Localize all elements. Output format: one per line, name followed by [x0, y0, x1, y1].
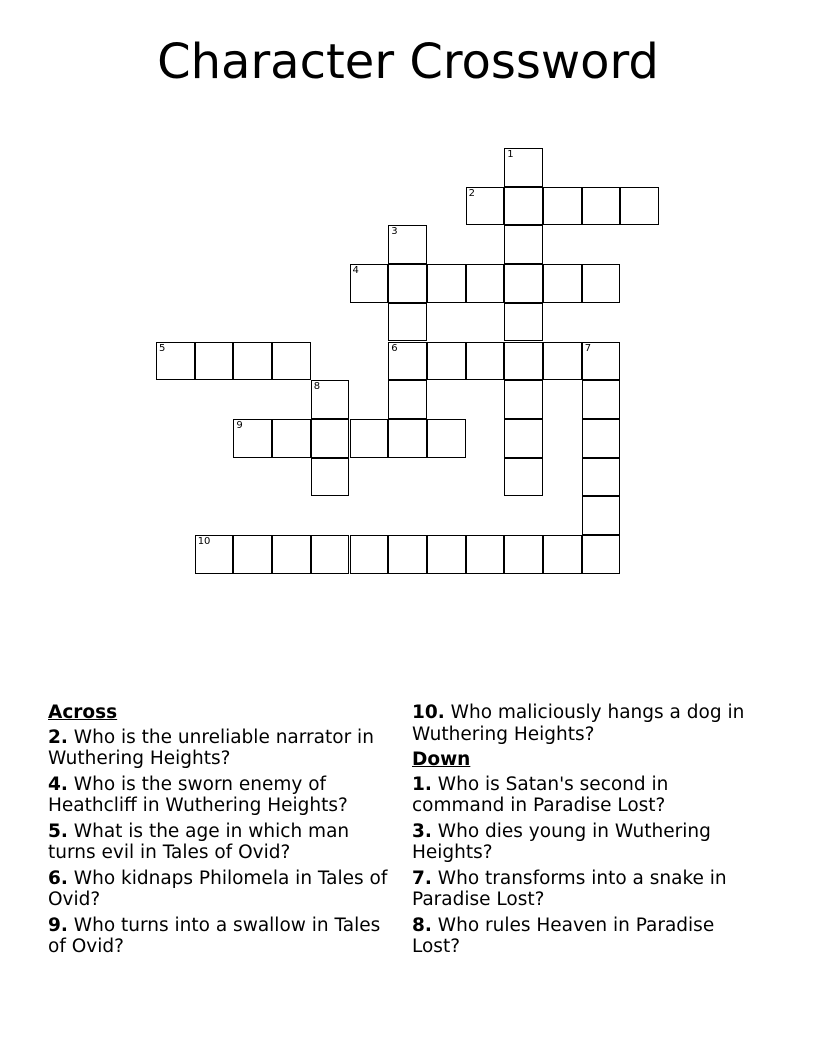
crossword-cell[interactable] — [388, 535, 427, 574]
crossword-cell[interactable] — [504, 225, 543, 264]
crossword-cell[interactable] — [543, 535, 582, 574]
clue-number: 3 — [391, 226, 398, 238]
page-title: Character Crossword — [157, 34, 659, 90]
clue-number: 6 — [391, 342, 398, 354]
crossword-cell[interactable] — [504, 303, 543, 342]
crossword-cell[interactable] — [582, 187, 621, 226]
crossword-cell[interactable] — [233, 535, 272, 574]
clue-number: 10 — [197, 536, 211, 547]
crossword-cell[interactable] — [582, 496, 621, 535]
crossword-cell[interactable] — [427, 342, 466, 381]
crossword-cell[interactable] — [311, 419, 350, 458]
crossword-cell[interactable] — [156, 342, 195, 381]
clue-number: 8 — [313, 381, 321, 393]
clues-right-column — [412, 702, 757, 962]
clues-left-column — [48, 702, 393, 962]
crossword-cell[interactable] — [388, 380, 427, 419]
crossword-cell[interactable] — [582, 380, 621, 419]
crossword-cell[interactable] — [504, 148, 543, 187]
crossword-cell[interactable] — [233, 342, 272, 381]
crossword-cell[interactable] — [504, 187, 543, 226]
clue-number: 2 — [468, 187, 475, 199]
crossword-cell[interactable] — [311, 380, 350, 419]
clue-number: 7 — [584, 342, 592, 354]
clue-down-8: 8. Who rules Heaven in Paradise Lost? — [412, 914, 715, 957]
clue-down-1: 1. Who is Satan's second in command in Paradise Lost? — [412, 773, 669, 816]
crossword-cell[interactable] — [388, 264, 427, 303]
clue-number: 1 — [507, 149, 514, 160]
crossword-cell[interactable] — [350, 264, 389, 303]
crossword-cell[interactable] — [466, 264, 505, 303]
crossword-cell[interactable] — [350, 535, 389, 574]
crossword-cell[interactable] — [272, 535, 311, 574]
crossword-cell[interactable] — [620, 187, 659, 226]
crossword-cell[interactable] — [195, 535, 234, 574]
across-heading: Across — [48, 702, 118, 723]
clue-across-9: 9. Who turns into a swallow in Tales of Ovid? — [48, 914, 381, 957]
crossword-cell[interactable] — [195, 342, 234, 381]
down-heading: Down — [412, 749, 471, 770]
clue-across-10: 10. Who maliciously hangs a dog in Wuthering Heights? — [412, 702, 745, 745]
crossword-cell[interactable] — [504, 458, 543, 497]
crossword-cell[interactable] — [504, 419, 543, 458]
crossword-cell[interactable] — [582, 458, 621, 497]
crossword-cell[interactable] — [427, 264, 466, 303]
clue-number: 4 — [352, 265, 359, 277]
clue-across-2: 2. Who is the unreliable narrator in Wuthering Heights? — [48, 726, 374, 769]
crossword-cell[interactable] — [582, 264, 621, 303]
crossword-cell[interactable] — [272, 342, 311, 381]
clue-number: 5 — [159, 342, 166, 354]
crossword-cell[interactable] — [504, 342, 543, 381]
crossword-cell[interactable] — [427, 535, 466, 574]
crossword-cell[interactable] — [388, 225, 427, 264]
crossword-cell[interactable] — [504, 380, 543, 419]
crossword-cell[interactable] — [543, 187, 582, 226]
crossword-cell[interactable] — [504, 264, 543, 303]
crossword-cell[interactable] — [543, 342, 582, 381]
crossword-cell[interactable] — [582, 342, 621, 381]
crossword-cell[interactable] — [504, 535, 543, 574]
crossword-cell[interactable] — [350, 419, 389, 458]
clue-down-3: 3. Who dies young in Wuthering Heights? — [412, 820, 711, 863]
crossword-cell[interactable] — [543, 264, 582, 303]
crossword-cell[interactable] — [582, 419, 621, 458]
crossword-cell[interactable] — [388, 419, 427, 458]
crossword-cell[interactable] — [311, 535, 350, 574]
crossword-cell[interactable] — [466, 535, 505, 574]
clue-down-7: 7. Who transforms into a snake in Paradise Lost? — [412, 867, 727, 910]
crossword-cell[interactable] — [388, 303, 427, 342]
clue-number: 9 — [236, 419, 243, 431]
clue-across-6: 6. Who kidnaps Philomela in Tales of Ovid? — [48, 867, 388, 910]
crossword-cell[interactable] — [582, 535, 621, 574]
crossword-cell[interactable] — [233, 419, 272, 458]
crossword-cell[interactable] — [466, 187, 505, 226]
clue-across-5: 5. What is the age in which man turns evil in Tales of Ovid? — [48, 820, 350, 863]
crossword-cell[interactable] — [427, 419, 466, 458]
crossword-cell[interactable] — [272, 419, 311, 458]
crossword-cell[interactable] — [388, 342, 427, 381]
crossword-cell[interactable] — [466, 342, 505, 381]
crossword-cell[interactable] — [311, 458, 350, 497]
clue-across-4: 4. Who is the sworn enemy of Heathcliff in Wuthering Heights? — [48, 773, 348, 816]
